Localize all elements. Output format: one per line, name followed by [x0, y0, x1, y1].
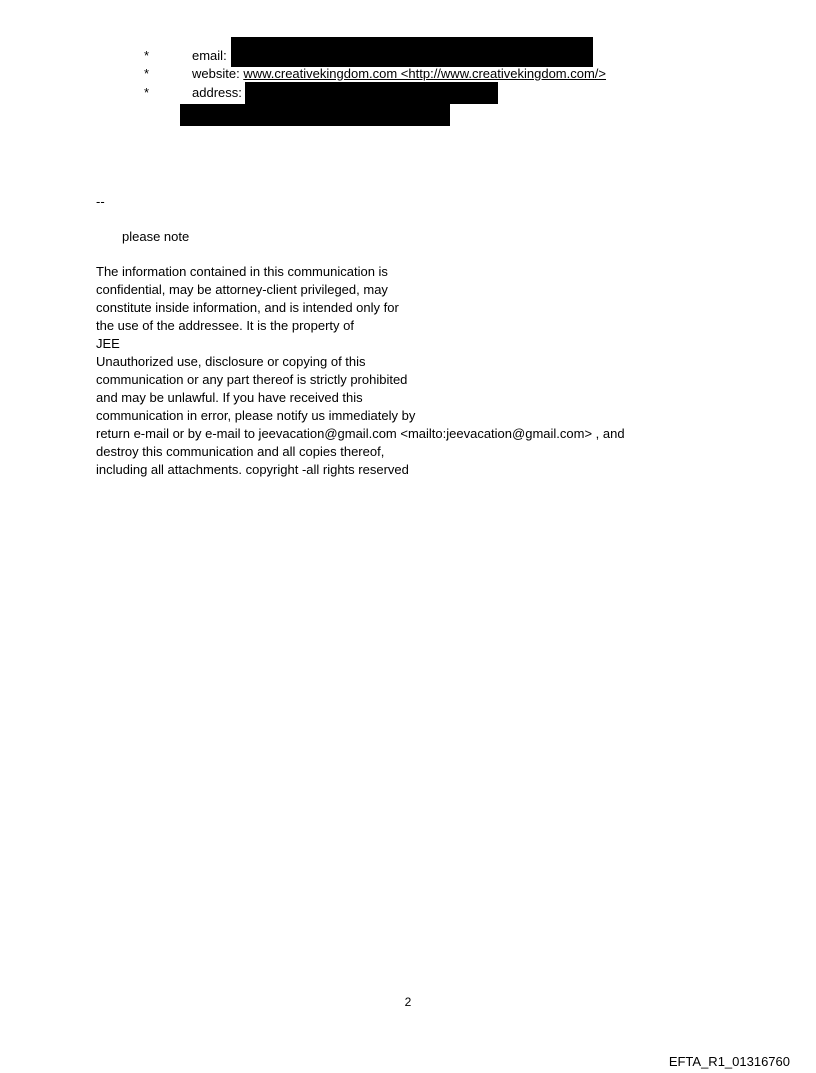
website-line: [192, 65, 606, 83]
redaction-block-email: [231, 37, 593, 67]
bullet-marker: *: [144, 66, 150, 81]
disclaimer-line: communication or any part thereof is strictly prohibited: [96, 372, 408, 387]
page-number: 2: [404, 995, 412, 1009]
disclaimer-line: the use of the addressee. It is the property of: [96, 318, 354, 333]
disclaimer-line: The information contained in this communication is: [96, 264, 388, 279]
bates-number: EFTA_R1_01316760: [668, 1054, 790, 1069]
disclaimer-line: communication in error, please notify us immediately by: [96, 408, 416, 423]
disclaimer-line: Unauthorized use, disclosure or copying of this: [96, 354, 366, 369]
please-note-heading: please note: [122, 229, 190, 244]
bullet-marker: *: [144, 85, 150, 100]
disclaimer-line: including all attachments. copyright -all rights reserved: [96, 462, 409, 477]
address-label: address:: [192, 85, 242, 100]
website-label: website:: [192, 66, 244, 81]
redaction-block-address-line2: [180, 104, 450, 126]
redaction-block-address-line1: [245, 82, 498, 104]
disclaimer-line: return e-mail or by e-mail to jeevacation@gmail.com <mailto:jeevacation@gmail.com> , and: [96, 426, 625, 441]
website-link[interactable]: www.creativekingdom.com <http://www.creativekingdom.com/>: [243, 66, 607, 81]
disclaimer-line: JEE: [96, 336, 120, 351]
disclaimer-line: and may be unlawful. If you have received this: [96, 390, 363, 405]
email-label: email:: [192, 48, 227, 63]
bullet-marker: *: [144, 48, 150, 63]
disclaimer-line: confidential, may be attorney-client privileged, may: [96, 282, 388, 297]
disclaimer-line: constitute inside information, and is intended only for: [96, 300, 399, 315]
confidentiality-disclaimer: [96, 263, 625, 479]
signature-separator: --: [96, 194, 105, 209]
disclaimer-line: destroy this communication and all copies thereof,: [96, 444, 385, 459]
